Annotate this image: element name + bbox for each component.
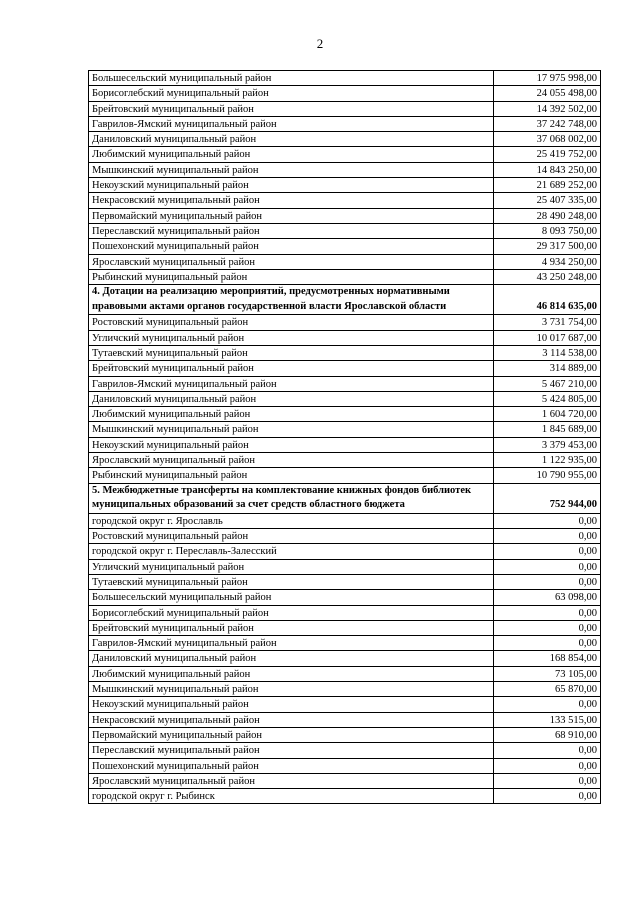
table-row xyxy=(89,727,601,742)
table-row xyxy=(89,391,601,406)
amount: 29 317 500,00 xyxy=(494,239,601,254)
district-name: Даниловский муниципальный район xyxy=(89,651,494,666)
amount: 0,00 xyxy=(494,773,601,788)
amount: 14 392 502,00 xyxy=(494,101,601,116)
amount: 168 854,00 xyxy=(494,651,601,666)
amount: 3 379 453,00 xyxy=(494,437,601,452)
table-row xyxy=(89,453,601,468)
district-name: Большесельский муниципальный район xyxy=(89,71,494,86)
table-row xyxy=(89,559,601,574)
amount: 0,00 xyxy=(494,605,601,620)
table-row xyxy=(89,513,601,528)
budget-table-body xyxy=(89,71,601,804)
table-row xyxy=(89,132,601,147)
table-row xyxy=(89,376,601,391)
section-total: 752 944,00 xyxy=(494,483,601,513)
table-row xyxy=(89,712,601,727)
amount: 28 490 248,00 xyxy=(494,208,601,223)
district-name: Некоузский муниципальный район xyxy=(89,697,494,712)
amount: 0,00 xyxy=(494,574,601,589)
district-name: городской округ г. Ярославль xyxy=(89,513,494,528)
district-name: Первомайский муниципальный район xyxy=(89,208,494,223)
amount: 5 424 805,00 xyxy=(494,391,601,406)
table-row xyxy=(89,208,601,223)
district-name: Тутаевский муниципальный район xyxy=(89,345,494,360)
district-name: Тутаевский муниципальный район xyxy=(89,574,494,589)
amount: 0,00 xyxy=(494,789,601,804)
amount: 1 604 720,00 xyxy=(494,407,601,422)
table-row xyxy=(89,86,601,101)
amount: 0,00 xyxy=(494,743,601,758)
district-name: Ярославский муниципальный район xyxy=(89,453,494,468)
table-row xyxy=(89,315,601,330)
district-name: Гаврилов-Ямский муниципальный район xyxy=(89,636,494,651)
table-row xyxy=(89,620,601,635)
district-name: Некоузский муниципальный район xyxy=(89,178,494,193)
table-row xyxy=(89,162,601,177)
table-row xyxy=(89,590,601,605)
table-row xyxy=(89,743,601,758)
amount: 1 122 935,00 xyxy=(494,453,601,468)
table-row xyxy=(89,636,601,651)
district-name: Даниловский муниципальный район xyxy=(89,391,494,406)
amount: 68 910,00 xyxy=(494,727,601,742)
district-name: Гаврилов-Ямский муниципальный район xyxy=(89,376,494,391)
district-name: городской округ г. Рыбинск xyxy=(89,789,494,804)
amount: 4 934 250,00 xyxy=(494,254,601,269)
district-name: Ярославский муниципальный район xyxy=(89,773,494,788)
table-row xyxy=(89,345,601,360)
table-row xyxy=(89,773,601,788)
amount: 25 407 335,00 xyxy=(494,193,601,208)
amount: 37 068 002,00 xyxy=(494,132,601,147)
table-row xyxy=(89,223,601,238)
district-name: Даниловский муниципальный район xyxy=(89,132,494,147)
budget-table xyxy=(88,70,601,804)
amount: 63 098,00 xyxy=(494,590,601,605)
district-name: Угличский муниципальный район xyxy=(89,559,494,574)
amount: 0,00 xyxy=(494,697,601,712)
district-name: Борисоглебский муниципальный район xyxy=(89,86,494,101)
amount: 8 093 750,00 xyxy=(494,223,601,238)
district-name: Гаврилов-Ямский муниципальный район xyxy=(89,116,494,131)
table-row xyxy=(89,330,601,345)
table-row xyxy=(89,544,601,559)
table-row xyxy=(89,147,601,162)
amount: 25 419 752,00 xyxy=(494,147,601,162)
amount: 0,00 xyxy=(494,758,601,773)
amount: 5 467 210,00 xyxy=(494,376,601,391)
section-title: 5. Межбюджетные трансферты на комплектование книжных фондов библиотек муниципальных образований за счет средств областного бюджета xyxy=(89,483,494,513)
amount: 17 975 998,00 xyxy=(494,71,601,86)
table-row xyxy=(89,361,601,376)
district-name: Рыбинский муниципальный район xyxy=(89,269,494,284)
table-row xyxy=(89,574,601,589)
table-row xyxy=(89,682,601,697)
district-name: городской округ г. Переславль-Залесский xyxy=(89,544,494,559)
district-name: Брейтовский муниципальный район xyxy=(89,101,494,116)
amount: 0,00 xyxy=(494,620,601,635)
amount: 10 017 687,00 xyxy=(494,330,601,345)
section-title: 4. Дотации на реализацию мероприятий, предусмотренных нормативными правовыми актами органов государственной власти Ярославской области xyxy=(89,285,494,315)
amount: 3 114 538,00 xyxy=(494,345,601,360)
district-name: Любимский муниципальный район xyxy=(89,407,494,422)
district-name: Угличский муниципальный район xyxy=(89,330,494,345)
table-row xyxy=(89,269,601,284)
district-name: Мышкинский муниципальный район xyxy=(89,162,494,177)
table-row xyxy=(89,437,601,452)
table-row xyxy=(89,697,601,712)
table-row xyxy=(89,193,601,208)
amount: 0,00 xyxy=(494,559,601,574)
amount: 0,00 xyxy=(494,636,601,651)
district-name: Любимский муниципальный район xyxy=(89,666,494,681)
amount: 43 250 248,00 xyxy=(494,269,601,284)
district-name: Переславский муниципальный район xyxy=(89,223,494,238)
table-row xyxy=(89,71,601,86)
amount: 14 843 250,00 xyxy=(494,162,601,177)
table-row xyxy=(89,605,601,620)
district-name: Брейтовский муниципальный район xyxy=(89,361,494,376)
table-row xyxy=(89,529,601,544)
table-row xyxy=(89,789,601,804)
district-name: Некрасовский муниципальный район xyxy=(89,193,494,208)
table-row xyxy=(89,468,601,483)
district-name: Пошехонский муниципальный район xyxy=(89,239,494,254)
district-name: Брейтовский муниципальный район xyxy=(89,620,494,635)
district-name: Ростовский муниципальный район xyxy=(89,315,494,330)
amount: 314 889,00 xyxy=(494,361,601,376)
amount: 73 105,00 xyxy=(494,666,601,681)
section-row xyxy=(89,285,601,315)
district-name: Переславский муниципальный район xyxy=(89,743,494,758)
table-row xyxy=(89,101,601,116)
district-name: Некоузский муниципальный район xyxy=(89,437,494,452)
table-row xyxy=(89,651,601,666)
table-row xyxy=(89,116,601,131)
district-name: Любимский муниципальный район xyxy=(89,147,494,162)
district-name: Мышкинский муниципальный район xyxy=(89,682,494,697)
table-row xyxy=(89,422,601,437)
table-row xyxy=(89,758,601,773)
amount: 37 242 748,00 xyxy=(494,116,601,131)
district-name: Рыбинский муниципальный район xyxy=(89,468,494,483)
page-number: 2 xyxy=(316,36,324,51)
amount: 1 845 689,00 xyxy=(494,422,601,437)
table-row xyxy=(89,254,601,269)
district-name: Ростовский муниципальный район xyxy=(89,529,494,544)
table-row xyxy=(89,239,601,254)
table-row xyxy=(89,178,601,193)
district-name: Пошехонский муниципальный район xyxy=(89,758,494,773)
section-row xyxy=(89,483,601,513)
district-name: Ярославский муниципальный район xyxy=(89,254,494,269)
table-row xyxy=(89,666,601,681)
section-total: 46 814 635,00 xyxy=(494,285,601,315)
district-name: Мышкинский муниципальный район xyxy=(89,422,494,437)
amount: 21 689 252,00 xyxy=(494,178,601,193)
amount: 3 731 754,00 xyxy=(494,315,601,330)
amount: 0,00 xyxy=(494,529,601,544)
amount: 24 055 498,00 xyxy=(494,86,601,101)
district-name: Большесельский муниципальный район xyxy=(89,590,494,605)
table-row xyxy=(89,407,601,422)
district-name: Некрасовский муниципальный район xyxy=(89,712,494,727)
amount: 0,00 xyxy=(494,513,601,528)
district-name: Первомайский муниципальный район xyxy=(89,727,494,742)
amount: 65 870,00 xyxy=(494,682,601,697)
district-name: Борисоглебский муниципальный район xyxy=(89,605,494,620)
amount: 10 790 955,00 xyxy=(494,468,601,483)
amount: 0,00 xyxy=(494,544,601,559)
amount: 133 515,00 xyxy=(494,712,601,727)
